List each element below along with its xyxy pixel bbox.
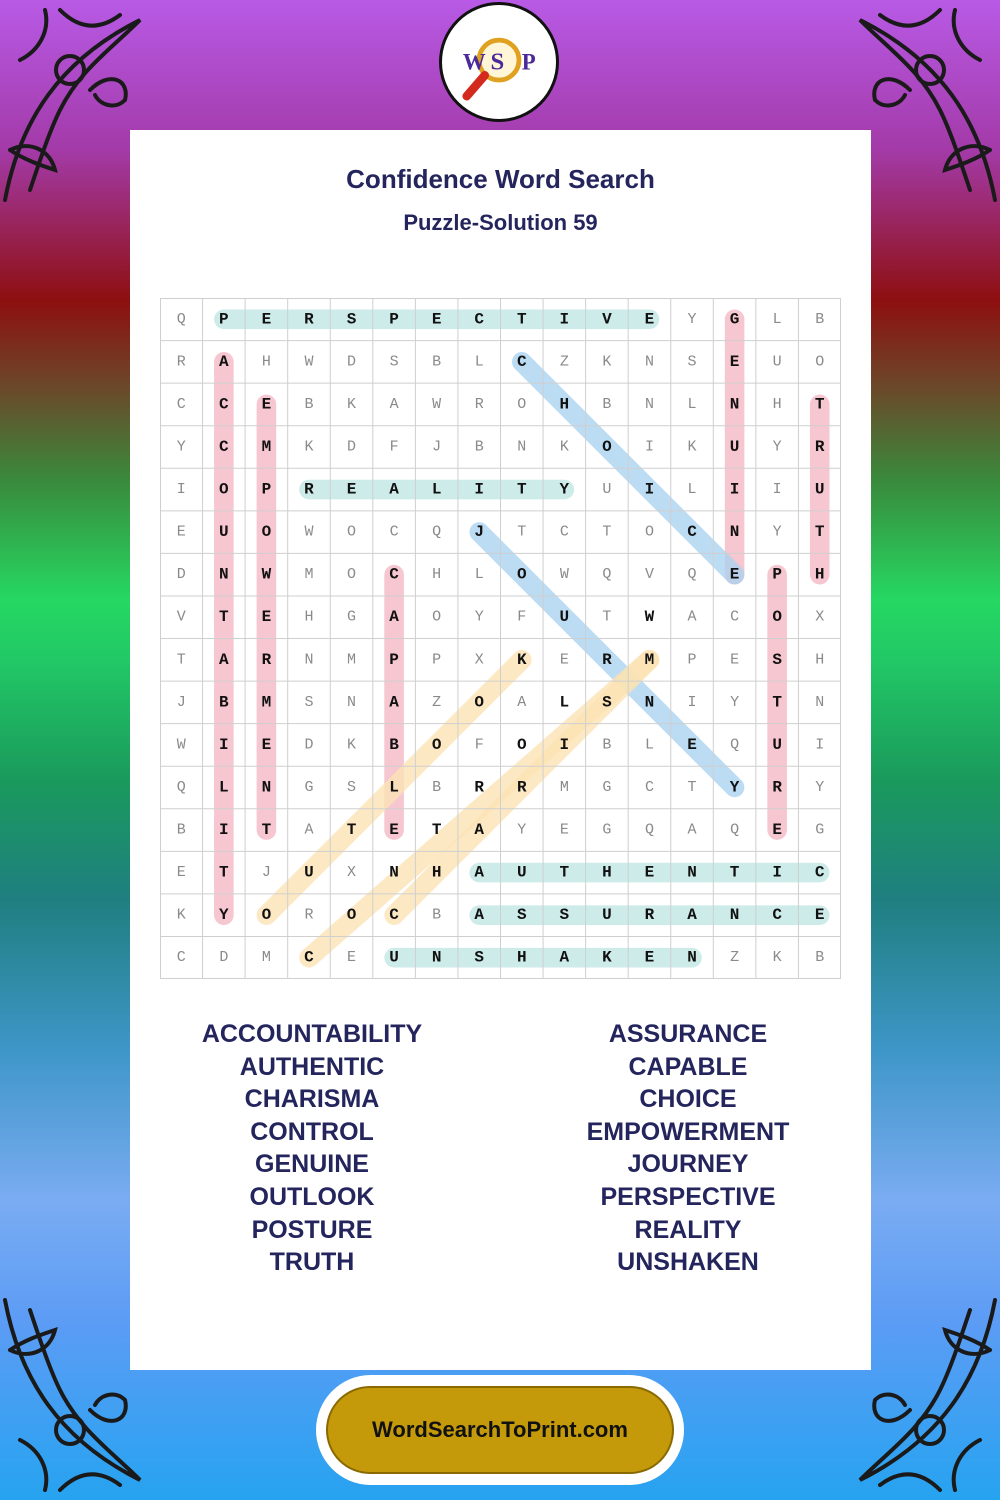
- grid-letter: C: [687, 523, 697, 542]
- grid-letter: G: [347, 608, 357, 626]
- grid-letter: T: [517, 523, 527, 541]
- grid-letter: P: [687, 651, 697, 669]
- grid-letter: V: [176, 608, 186, 626]
- grid-letter: G: [602, 778, 612, 796]
- grid-letter: Q: [644, 821, 654, 839]
- grid-letter: H: [516, 948, 527, 967]
- magnifier-logo-icon: [442, 5, 556, 119]
- grid-letter: I: [176, 481, 186, 499]
- grid-letter: S: [516, 906, 527, 925]
- grid-letter: N: [431, 948, 442, 967]
- grid-letter: M: [559, 778, 569, 796]
- grid-letter: B: [389, 735, 399, 754]
- grid-letter: M: [261, 693, 272, 712]
- grid-letter: E: [814, 906, 825, 925]
- grid-letter: L: [644, 736, 654, 754]
- grid-letter: T: [602, 523, 612, 541]
- grid-letter: Y: [772, 438, 782, 456]
- grid-letter: U: [389, 948, 399, 967]
- grid-letter: C: [814, 863, 825, 882]
- grid-letter: N: [347, 693, 357, 711]
- wsp-logo[interactable]: [439, 2, 559, 122]
- grid-letter: Q: [432, 523, 442, 541]
- grid-letter: N: [261, 778, 272, 797]
- grid-letter: A: [474, 906, 485, 925]
- grid-letter: A: [687, 906, 697, 925]
- grid-letter: O: [516, 735, 527, 754]
- grid-letter: L: [559, 693, 570, 712]
- grid-letter: A: [474, 863, 485, 882]
- grid-letter: V: [644, 566, 654, 584]
- grid-letter: L: [219, 778, 229, 797]
- grid-letter: I: [772, 863, 782, 882]
- grid-letter: K: [559, 438, 569, 456]
- grid-letter: A: [559, 948, 570, 967]
- grid-letter: L: [389, 778, 399, 797]
- grid-letter: O: [347, 523, 357, 541]
- grid-letter: H: [304, 608, 314, 626]
- grid-letter: N: [219, 565, 229, 584]
- grid-letter: E: [431, 310, 442, 329]
- word-list-item: CAPABLE: [628, 1052, 748, 1081]
- grid-letter: U: [219, 523, 229, 542]
- grid-letter: O: [431, 735, 442, 754]
- grid-letter: U: [304, 863, 314, 882]
- grid-letter: J: [261, 864, 271, 882]
- grid-letter: R: [516, 778, 527, 797]
- grid-letter: B: [432, 353, 442, 371]
- grid-letter: O: [815, 353, 825, 371]
- grid-letter: R: [644, 906, 655, 925]
- grid-letter: C: [389, 565, 399, 584]
- grid-letter: R: [304, 310, 314, 329]
- grid-letter: L: [431, 480, 442, 499]
- word-list-item: OUTLOOK: [249, 1182, 375, 1211]
- grid-letter: R: [814, 437, 825, 456]
- grid-letter: R: [474, 778, 485, 797]
- grid-letter: I: [772, 481, 782, 499]
- grid-letter: M: [261, 949, 271, 967]
- grid-letter: N: [729, 395, 740, 414]
- grid-letter: U: [559, 608, 570, 627]
- grid-letter: I: [687, 693, 697, 711]
- grid-letter: A: [687, 608, 697, 626]
- grid-letter: H: [815, 651, 825, 669]
- grid-letter: O: [516, 565, 527, 584]
- grid-letter: U: [602, 906, 612, 925]
- grid-letter: C: [176, 949, 186, 967]
- grid-letter: N: [644, 395, 654, 413]
- grid-letter: C: [730, 608, 740, 626]
- grid-letter: M: [644, 650, 655, 669]
- grid-letter: Q: [687, 566, 697, 584]
- grid-letter: G: [602, 821, 612, 839]
- grid-letter: N: [644, 353, 654, 371]
- grid-letter: H: [431, 863, 442, 882]
- grid-letter: B: [432, 778, 442, 796]
- grid-letter: E: [389, 821, 399, 840]
- grid-letter: E: [261, 395, 272, 414]
- grid-letter: N: [729, 906, 740, 925]
- grid-letter: R: [261, 650, 272, 669]
- grid-letter: Y: [559, 480, 570, 499]
- grid-letter: P: [772, 565, 782, 584]
- grid-letter: P: [261, 480, 272, 499]
- word-list-item: PERSPECTIVE: [600, 1182, 776, 1211]
- grid-letter: H: [602, 863, 612, 882]
- grid-letter: G: [729, 310, 740, 329]
- word-list-item: ASSURANCE: [608, 1020, 768, 1048]
- grid-letter: T: [729, 863, 740, 882]
- grid-letter: B: [304, 395, 314, 413]
- grid-letter: O: [432, 608, 442, 626]
- grid-letter: A: [389, 693, 399, 712]
- grid-letter: U: [772, 353, 782, 371]
- grid-letter: T: [602, 608, 612, 626]
- word-list-item: REALITY: [634, 1215, 742, 1244]
- grid-letter: O: [644, 523, 654, 541]
- grid-letter: G: [304, 778, 314, 796]
- grid-letter: W: [644, 608, 655, 627]
- grid-letter: I: [644, 480, 655, 499]
- grid-letter: Q: [730, 821, 740, 839]
- grid-letter: B: [176, 821, 186, 839]
- grid-letter: H: [432, 566, 442, 584]
- grid-letter: F: [389, 438, 399, 456]
- grid-letter: I: [815, 736, 825, 754]
- grid-letter: N: [644, 693, 655, 712]
- grid-letter: A: [474, 821, 485, 840]
- grid-letter: Z: [730, 949, 740, 967]
- grid-letter: A: [389, 395, 399, 413]
- grid-letter: R: [304, 480, 314, 499]
- page-title: Confidence Word Search: [346, 164, 655, 194]
- word-list-item: JOURNEY: [627, 1150, 749, 1179]
- grid-letter: S: [474, 948, 485, 967]
- grid-letter: K: [176, 906, 186, 924]
- grid-letter: B: [602, 736, 612, 754]
- word-search-grid: [160, 298, 841, 979]
- grid-letter: K: [772, 949, 782, 967]
- grid-letter: P: [219, 310, 229, 329]
- grid-letter: S: [602, 693, 612, 712]
- grid-letter: A: [219, 650, 229, 669]
- grid-letter: M: [347, 651, 357, 669]
- grid-letter: W: [176, 736, 186, 754]
- word-list-item: TRUTH: [269, 1248, 355, 1277]
- grid-letter: L: [772, 310, 782, 328]
- word-list-item: GENUINE: [255, 1150, 369, 1179]
- grid-letter: T: [687, 778, 697, 796]
- grid-letter: E: [729, 352, 740, 371]
- grid-letter: X: [474, 651, 484, 669]
- grid-letter: E: [261, 608, 272, 627]
- word-list-item: AUTHENTIC: [239, 1052, 385, 1081]
- grid-letter: G: [815, 821, 825, 839]
- grid-letter: K: [602, 948, 612, 967]
- word-list-item: UNSHAKEN: [617, 1248, 759, 1277]
- grid-letter: E: [729, 565, 740, 584]
- word-list-left: [162, 1018, 462, 1279]
- grid-letter: B: [432, 906, 442, 924]
- grid-letter: S: [687, 353, 697, 371]
- grid-letter: J: [432, 438, 442, 456]
- grid-letter: T: [431, 821, 442, 840]
- grid-letter: R: [304, 906, 314, 924]
- grid-letter: S: [346, 310, 357, 329]
- grid-letter: T: [772, 693, 782, 712]
- grid-letter: C: [219, 437, 229, 456]
- grid-letter: K: [516, 650, 527, 669]
- grid-letter: E: [559, 821, 569, 839]
- grid-letter: C: [516, 352, 527, 371]
- grid-letter: U: [772, 735, 782, 754]
- grid-letter: E: [644, 310, 655, 329]
- grid-letter: S: [389, 353, 399, 371]
- grid-letter: E: [559, 651, 569, 669]
- grid-letter: S: [304, 693, 314, 711]
- grid-letter: K: [602, 353, 612, 371]
- grid-letter: U: [814, 480, 825, 499]
- grid-letter: E: [687, 735, 697, 754]
- grid-letter: N: [304, 651, 314, 669]
- grid-letter: A: [389, 480, 399, 499]
- grid-letter: E: [261, 310, 272, 329]
- grid-letter: M: [261, 437, 272, 456]
- grid-letter: D: [304, 736, 314, 754]
- grid-letter: W: [304, 523, 314, 541]
- grid-letter: D: [347, 438, 357, 456]
- grid-letter: T: [346, 821, 357, 840]
- grid-letter: I: [644, 438, 654, 456]
- grid-letter: N: [517, 438, 527, 456]
- grid-letter: Y: [176, 438, 186, 456]
- grid-letter: X: [815, 608, 825, 626]
- grid-letter: Y: [815, 778, 825, 796]
- grid-letter: T: [516, 310, 527, 329]
- grid-letter: A: [389, 608, 399, 627]
- grid-letter: R: [602, 650, 612, 669]
- grid-letter: N: [687, 863, 697, 882]
- grid-letter: C: [559, 523, 569, 541]
- grid-letter: T: [219, 608, 229, 627]
- grid-letter: K: [347, 736, 357, 754]
- grid-letter: E: [176, 523, 186, 541]
- grid-letter: S: [347, 778, 357, 796]
- logo-letter-w: W: [462, 49, 486, 75]
- grid-letter: S: [772, 650, 782, 669]
- grid-letter: A: [517, 693, 527, 711]
- grid-letter: N: [729, 523, 740, 542]
- grid-letter: C: [176, 395, 186, 413]
- grid-letter: I: [559, 735, 570, 754]
- grid-letter: C: [772, 906, 782, 925]
- grid-letter: A: [219, 352, 229, 371]
- grid-letter: X: [347, 864, 357, 882]
- grid-letter: E: [644, 948, 655, 967]
- grid-letter: Y: [687, 310, 697, 328]
- grid-letter: T: [261, 821, 272, 840]
- grid-letter: E: [261, 735, 272, 754]
- grid-letter: J: [176, 693, 186, 711]
- grid-letter: F: [474, 736, 484, 754]
- grid-letter: Z: [432, 693, 442, 711]
- grid-letter: I: [219, 821, 229, 840]
- grid-letter: L: [474, 353, 484, 371]
- grid-letter: C: [219, 395, 229, 414]
- grid-letter: O: [772, 608, 782, 627]
- grid-letter: U: [602, 481, 612, 499]
- grid-letter: C: [389, 523, 399, 541]
- grid-letter: E: [730, 651, 740, 669]
- grid-letter: T: [559, 863, 570, 882]
- grid-letter: E: [644, 863, 655, 882]
- grid-letter: U: [516, 863, 527, 882]
- word-list-item: ACCOUNTABILITY: [201, 1020, 423, 1048]
- grid-letter: B: [602, 395, 612, 413]
- grid-letter: Q: [602, 566, 612, 584]
- grid-letter: E: [346, 480, 357, 499]
- grid-letter: L: [687, 481, 697, 499]
- grid-letter: Y: [474, 608, 484, 626]
- grid-letter: B: [219, 693, 229, 712]
- grid-letter: N: [815, 693, 825, 711]
- grid-letter: N: [687, 948, 697, 967]
- word-list-item: CHOICE: [639, 1085, 737, 1114]
- grid-letter: E: [772, 821, 782, 840]
- word-list-item: CONTROL: [250, 1117, 374, 1146]
- grid-letter: W: [304, 353, 314, 371]
- grid-letter: Y: [517, 821, 527, 839]
- grid-letter: I: [559, 310, 570, 329]
- logo-letter-s: S: [490, 48, 505, 76]
- grid-letter: O: [346, 906, 357, 925]
- grid-letter: H: [261, 353, 271, 371]
- grid-letter: P: [389, 650, 399, 669]
- grid-letter: A: [304, 821, 314, 839]
- grid-letter: Q: [176, 778, 186, 796]
- grid-letter: D: [176, 566, 186, 584]
- grid-letter: Y: [219, 906, 229, 925]
- grid-letter: O: [474, 693, 485, 712]
- grid-letter: D: [219, 949, 229, 967]
- grid-letter: C: [644, 778, 654, 796]
- grid-letter: T: [814, 523, 825, 542]
- grid-letter: T: [219, 863, 229, 882]
- grid-letter: P: [432, 651, 442, 669]
- grid-letter: D: [347, 353, 357, 371]
- grid-letter: I: [219, 735, 229, 754]
- grid-letter: W: [559, 566, 569, 584]
- grid-letter: Y: [730, 693, 740, 711]
- grid-letter: I: [474, 480, 485, 499]
- grid-letter: P: [389, 310, 399, 329]
- grid-letter: Y: [729, 778, 740, 797]
- grid-letter: C: [474, 310, 485, 329]
- grid-letter: C: [389, 906, 399, 925]
- grid-letter: B: [474, 438, 484, 456]
- grid-letter: O: [602, 437, 612, 456]
- grid-letter: B: [815, 949, 825, 967]
- grid-letter: Q: [730, 736, 740, 754]
- grid-letter: E: [347, 949, 357, 967]
- grid-letter: H: [559, 395, 570, 414]
- grid-letter: O: [219, 480, 229, 499]
- grid-letter: A: [687, 821, 697, 839]
- grid-letter: K: [347, 395, 357, 413]
- grid-letter: R: [474, 395, 484, 413]
- grid-letter: T: [814, 395, 825, 414]
- grid-letter: T: [176, 651, 186, 669]
- grid-letter: N: [389, 863, 399, 882]
- word-list-right: [538, 1018, 838, 1279]
- grid-letter: I: [729, 480, 740, 499]
- grid-letter: M: [304, 566, 314, 584]
- grid-letter: R: [772, 778, 782, 797]
- word-list-item: CHARISMA: [244, 1085, 380, 1114]
- grid-letter: R: [176, 353, 186, 371]
- grid-letter: K: [304, 438, 314, 456]
- grid-letter: Z: [559, 353, 569, 371]
- grid-letter: Q: [176, 310, 186, 328]
- grid-letter: B: [815, 310, 825, 328]
- grid-letter: W: [432, 395, 442, 413]
- grid-letter: Y: [772, 523, 782, 541]
- grid-letter: H: [814, 565, 825, 584]
- page-subtitle: Puzzle-Solution 59: [403, 210, 598, 235]
- grid-letter: H: [772, 395, 782, 413]
- site-link-button[interactable]: WordSearchToPrint.com: [326, 1386, 674, 1474]
- grid-letter: K: [687, 438, 697, 456]
- grid-letter: U: [729, 437, 740, 456]
- grid-letter: L: [474, 566, 484, 584]
- logo-letter-p: P: [521, 49, 536, 75]
- grid-letter: W: [261, 565, 272, 584]
- grid-letter: O: [261, 523, 272, 542]
- grid-letter: J: [474, 523, 485, 542]
- grid-letter: O: [347, 566, 357, 584]
- grid-letter: S: [559, 906, 570, 925]
- grid-letter: F: [517, 608, 527, 626]
- grid-letter: C: [304, 948, 314, 967]
- grid-letter: V: [602, 310, 612, 329]
- grid-letter: L: [687, 395, 697, 413]
- word-list-item: POSTURE: [251, 1215, 373, 1244]
- grid-letter: O: [261, 906, 272, 925]
- word-list-item: EMPOWERMENT: [586, 1117, 790, 1146]
- grid-letter: T: [516, 480, 527, 499]
- grid-letter: E: [176, 864, 186, 882]
- grid-letter: O: [517, 395, 527, 413]
